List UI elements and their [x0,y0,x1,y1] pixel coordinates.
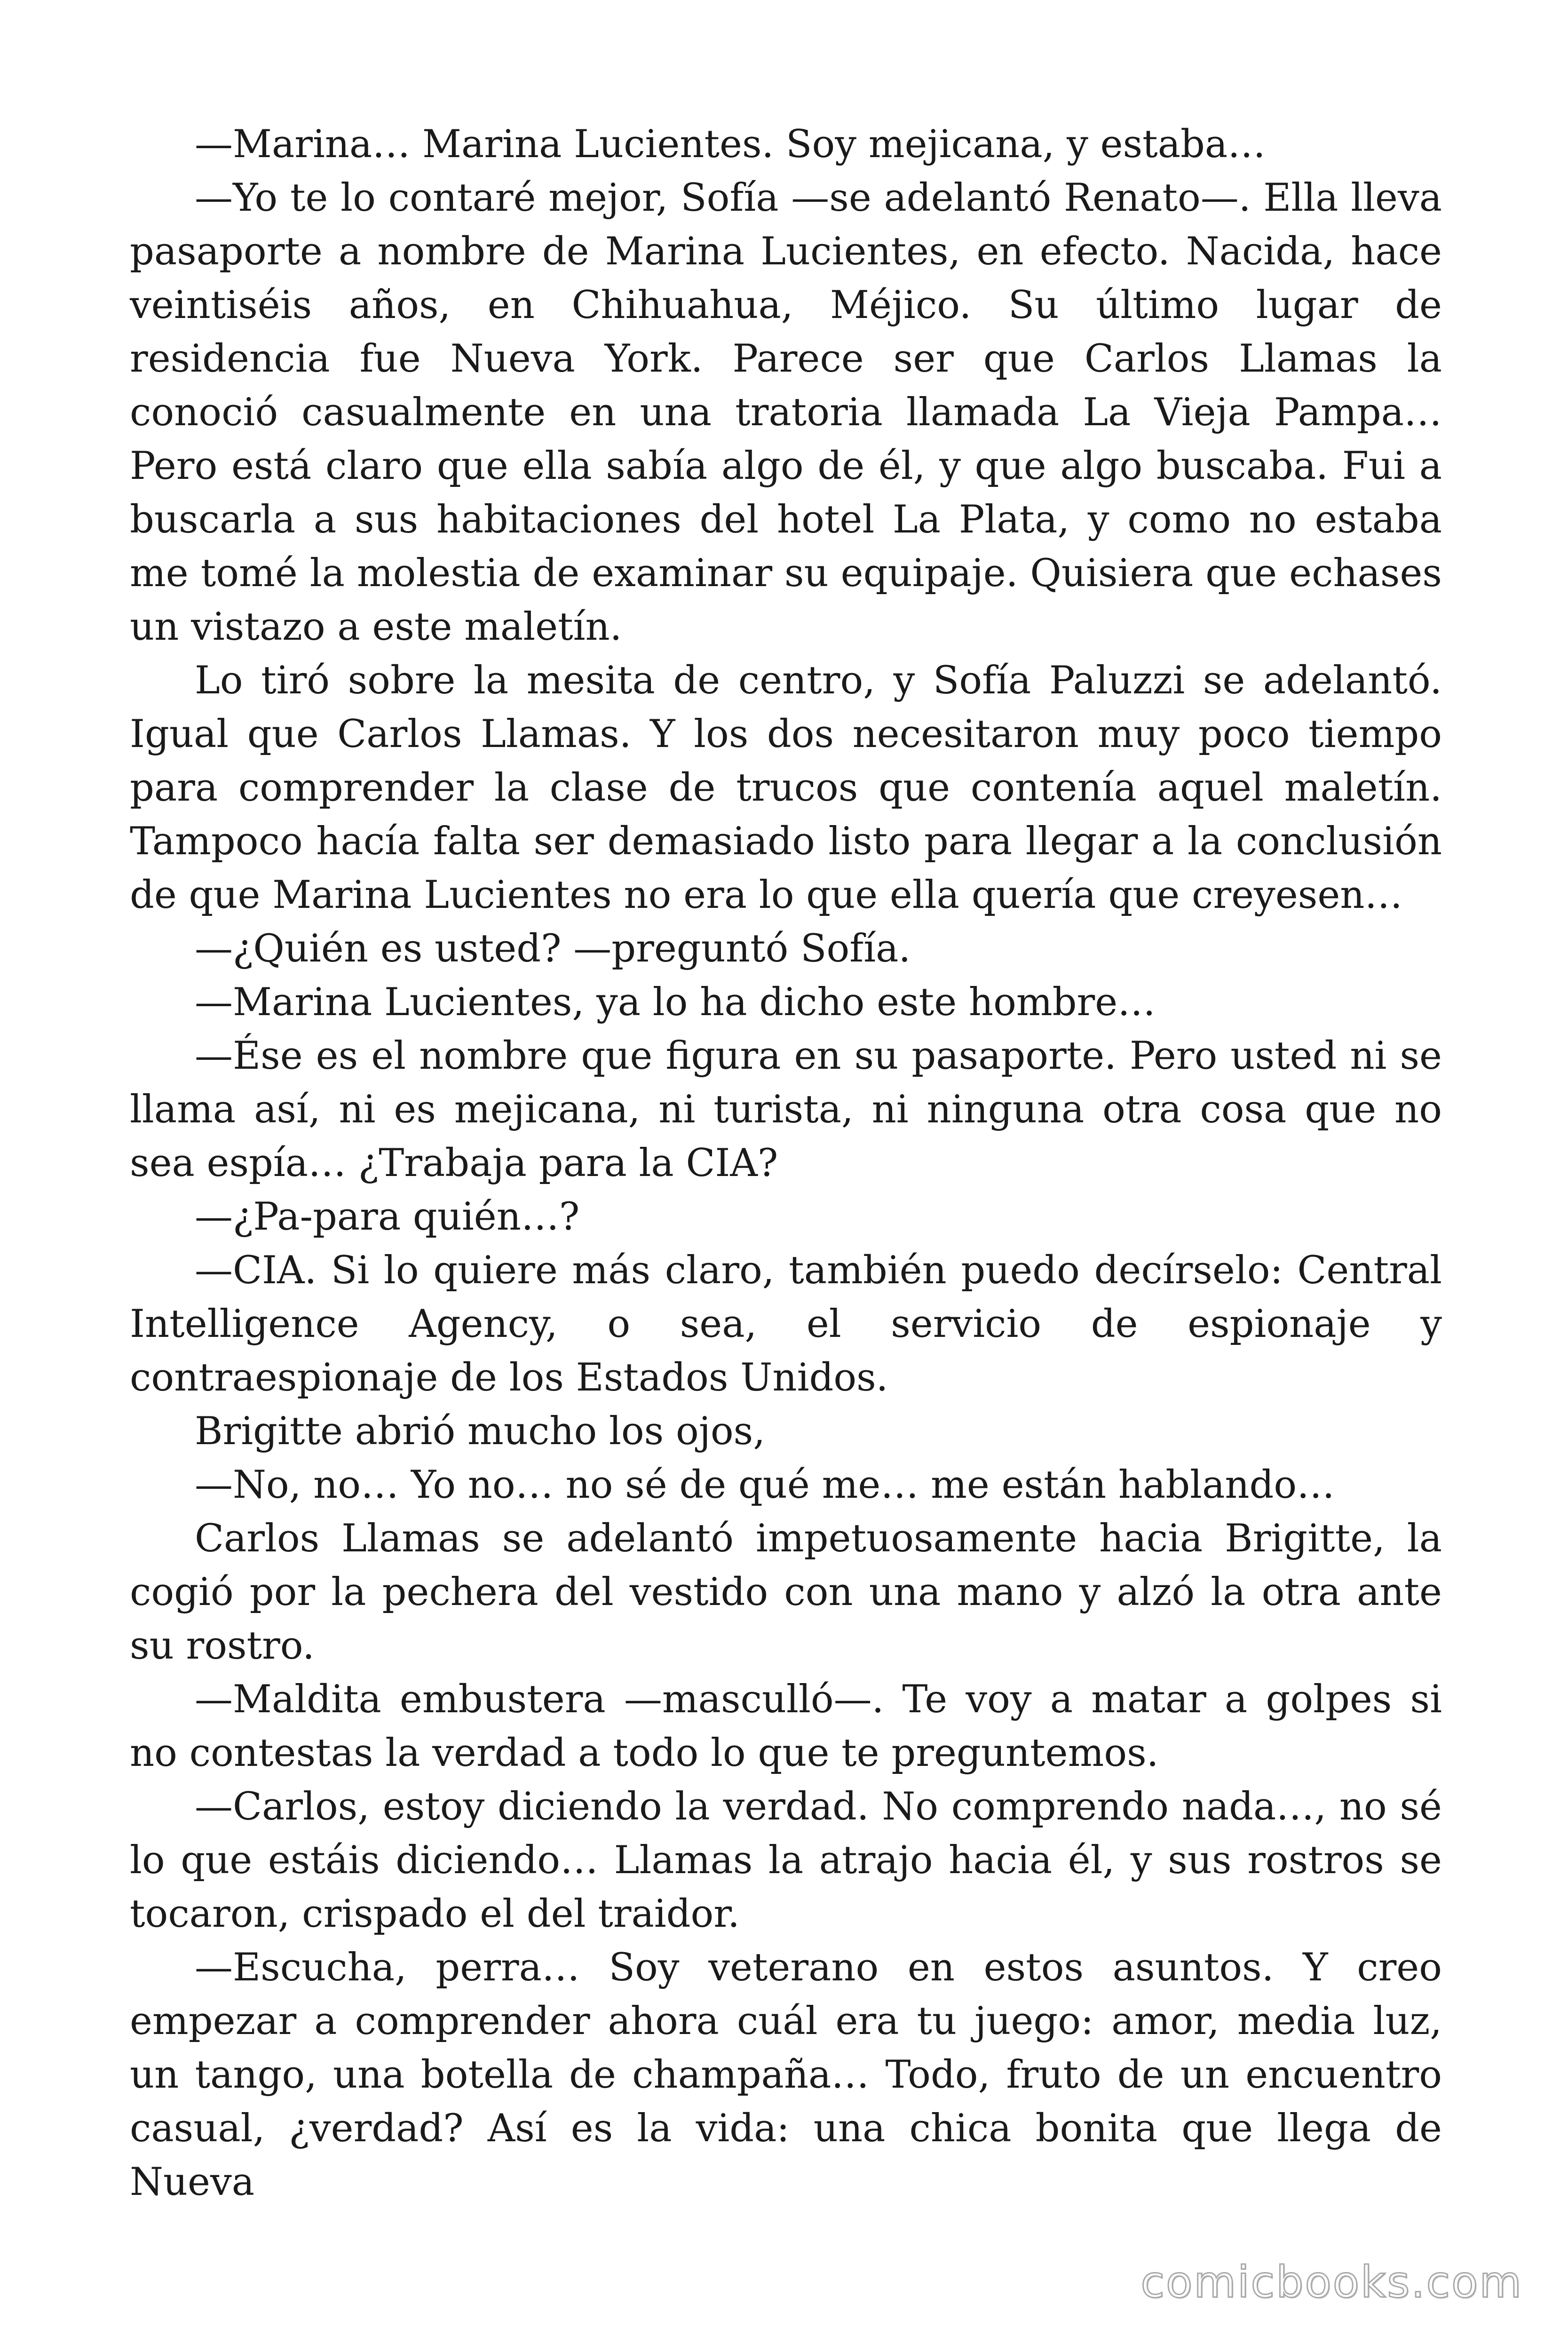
paragraph-6: —Ése es el nombre que figura en su pasaporte. Pero usted ni se llama así, ni es mejicana, ni turista, ni ninguna otra cosa que no sea espía… ¿Trabaja para la CIA? [130,1034,1442,1185]
paragraph-9: Brigitte abrió mucho los ojos, [195,1409,765,1454]
paragraph-1: —Marina… Marina Lucientes. Soy mejicana, y estaba… [195,122,1266,167]
watermark-text: comicbooks.com [1140,2257,1523,2307]
paragraph-2: —Yo te lo contaré mejor, Sofía —se adelantó Renato—. Ella lleva pasaporte a nombre de Marina Lucientes, en efecto. Nacida, hace veintiséis años, en Chihuahua, Méjico. Su último lugar de residencia fue Nueva York. Parece ser que Carlos Llamas la conoció casualmente en una tratoria llamada La Vieja Pampa… Pero está claro que ella sabía algo de él, y que algo buscaba. Fui a buscarla a sus habitaciones del hotel La Plata, y como no estaba me tomé la molestia de examinar su equipaje. Quisiera que echases un vistazo a este maletín. [130,176,1442,649]
paragraph-4: —¿Quién es usted? —preguntó Sofía. [195,927,911,971]
paragraph-3: Lo tiró sobre la mesita de centro, y Sofía Paluzzi se adelantó. Igual que Carlos Llamas. Y los dos necesitaron muy poco tiempo para comprender la clase de trucos que contenía aquel maletín. Tampoco hacía falta ser demasiado listo para llegar a la conclusión de que Marina Lucientes no era lo que ella quería que creyesen… [130,659,1442,917]
paragraph-14: —Escucha, perra… Soy veterano en estos asuntos. Y creo empezar a comprender ahora cuál era tu juego: amor, media luz, un tango, una botella de champaña… Todo, fruto de un encuentro casual, ¿verdad? Así es la vida: una chica bonita que llega de Nueva [130,1946,1442,2204]
paragraph-5: —Marina Lucientes, ya lo ha dicho este hombre… [195,980,1156,1025]
paragraph-11: Carlos Llamas se adelantó impetuosamente hacia Brigitte, la cogió por la pechera del vestido con una mano y alzó la otra ante su rostro. [130,1517,1442,1668]
paragraph-8: —CIA. Si lo quiere más claro, también puedo decírselo: Central Intelligence Agency, o sea, el servicio de espionaje y contraespionaje de los Estados Unidos. [130,1248,1442,1400]
paragraph-12: —Maldita embustera —masculló—. Te voy a matar a golpes si no contestas la verdad a todo lo que te preguntemos. [130,1677,1442,1775]
body-text [130,118,1442,2209]
paragraph-7: —¿Pa-para quién…? [195,1195,580,1239]
paragraph-10: —No, no… Yo no… no sé de qué me… me están hablando… [195,1463,1335,1507]
paragraph-13: —Carlos, estoy diciendo la verdad. No comprendo nada…, no sé lo que estáis diciendo… Llamas la atrajo hacia él, y sus rostros se tocaron, crispado el del traidor. [130,1785,1442,1936]
